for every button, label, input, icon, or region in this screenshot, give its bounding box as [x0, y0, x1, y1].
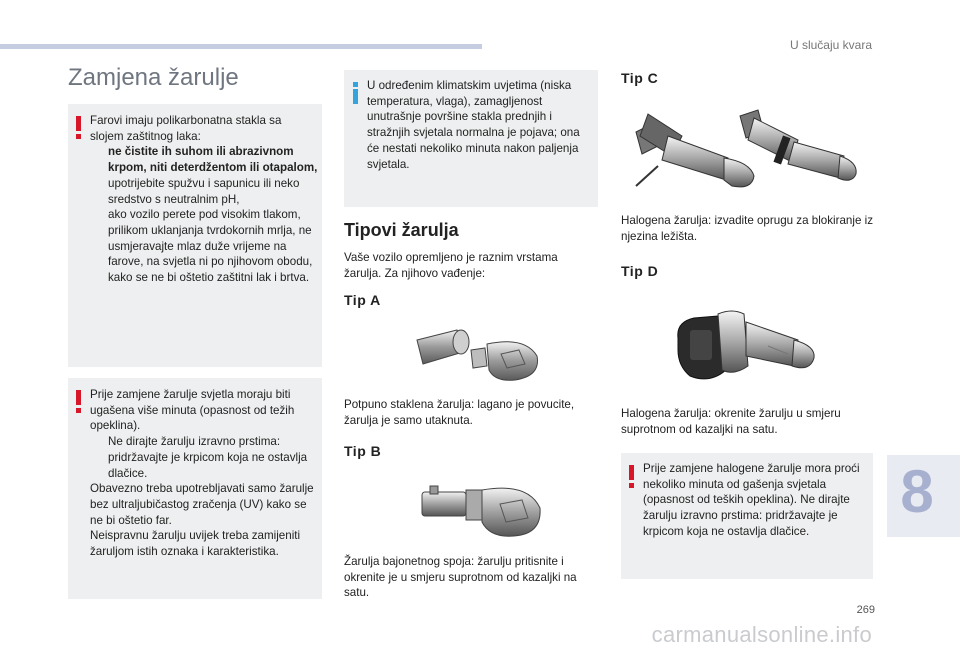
info-icon — [353, 82, 358, 104]
chapter-title: U slučaju kvara — [789, 38, 872, 52]
info-box — [344, 70, 598, 207]
bulb-type-c — [628, 106, 864, 196]
tip-d-text: Halogena žarulja: okrenite žarulju u smjeru suprotnom od kazaljki na satu. — [621, 407, 841, 436]
warning-2-p3: Neispravnu žarulju uvijek treba zamijeniti žaruljom istih oznaka i karakteristika. — [90, 529, 301, 559]
warning-1-intro: Farovi imaju polikarbonatna stakla sa slojem zaštitnog laka: — [90, 114, 282, 143]
page-title: Zamjena žarulje — [68, 64, 239, 91]
tip-d-heading: Tip D — [621, 263, 659, 279]
warning-icon — [76, 390, 81, 412]
warning-box-3 — [621, 453, 873, 579]
warning-1-item-3: ako vozilo perete pod visokim tlakom, prilikom uklanjanja tvrdokornih mrlja, ne usmjeravajte mlaz duže vrijeme na farove, na svjetla ni po njihovom obodu, kako se ne bi oštetio zaštitni lak i brtva. — [108, 208, 313, 285]
warning-box-2 — [68, 378, 322, 599]
info-text: U određenim klimatskim uvjetima (niska temperatura, vlaga), zamagljenost unutrašnje površine stakla prednjih i stražnjih svjetala normalna je pojava; ona će nestati nekoliko minuta nakon paljenja svjetala. — [367, 79, 580, 171]
tip-a-heading: Tip A — [344, 292, 381, 308]
tip-a-text: Potpuno staklena žarulja: lagano je povucite, žarulja je samo utaknuta. — [344, 398, 575, 427]
warning-2-p2: Obavezno treba upotrebljavati samo žarulje bez ultraljubičastog zračenja (UV) kako se ne bi oštetio far. — [90, 482, 314, 527]
chapter-tab — [887, 455, 960, 537]
bulb-type-a — [415, 322, 545, 386]
warning-3-text: Prije zamjene halogene žarulje mora proći nekoliko minuta od gašenja svjetala (opasnost od teških opeklina). Ne dirajte žarulju izravno prstima: pridržavajte je krpicom koja ne ostavlja dlačice. — [643, 462, 860, 538]
types-intro: Vaše vozilo opremljeno je raznim vrstama žarulja. Za njihovo vađenje: — [344, 251, 558, 280]
chapter-number: 8 — [900, 458, 934, 525]
bulb-type-d — [672, 300, 828, 392]
warning-2-item: Ne dirajte žarulju izravno prstima: pridržavajte je krpicom koja ne ostavlja dlačice. — [108, 435, 308, 480]
warning-2-intro: Prije zamjene žarulje svjetla moraju biti ugašena više minuta (opasnost od težih opeklina). — [90, 388, 295, 433]
tip-b-text: Žarulja bajonetnog spoja: žarulju pritisnite i okrenite je u smjeru suprotnom od kazaljki na satu. — [344, 555, 577, 600]
tip-c-heading: Tip C — [621, 70, 659, 86]
bulb-type-b — [418, 478, 548, 542]
tip-b-heading: Tip B — [344, 443, 382, 459]
watermark: carmanualsonline.info — [651, 622, 872, 647]
warning-box-1 — [68, 104, 322, 367]
types-heading: Tipovi žarulja — [344, 220, 459, 240]
page-number: 269 — [856, 604, 875, 616]
header-bar — [0, 44, 482, 49]
warning-1-item-2: upotrijebite spužvu i sapunicu ili neko sredstvo s neutralnim pH, — [108, 176, 300, 206]
warning-icon — [76, 116, 81, 138]
warning-1-item-1: ne čistite ih suhom ili abrazivnom krpom, niti deterdžentom ili otapalom, — [108, 145, 318, 175]
tip-c-text: Halogena žarulja: izvadite oprugu za blokiranje iz njezina ležišta. — [621, 214, 873, 243]
warning-icon — [629, 465, 634, 487]
